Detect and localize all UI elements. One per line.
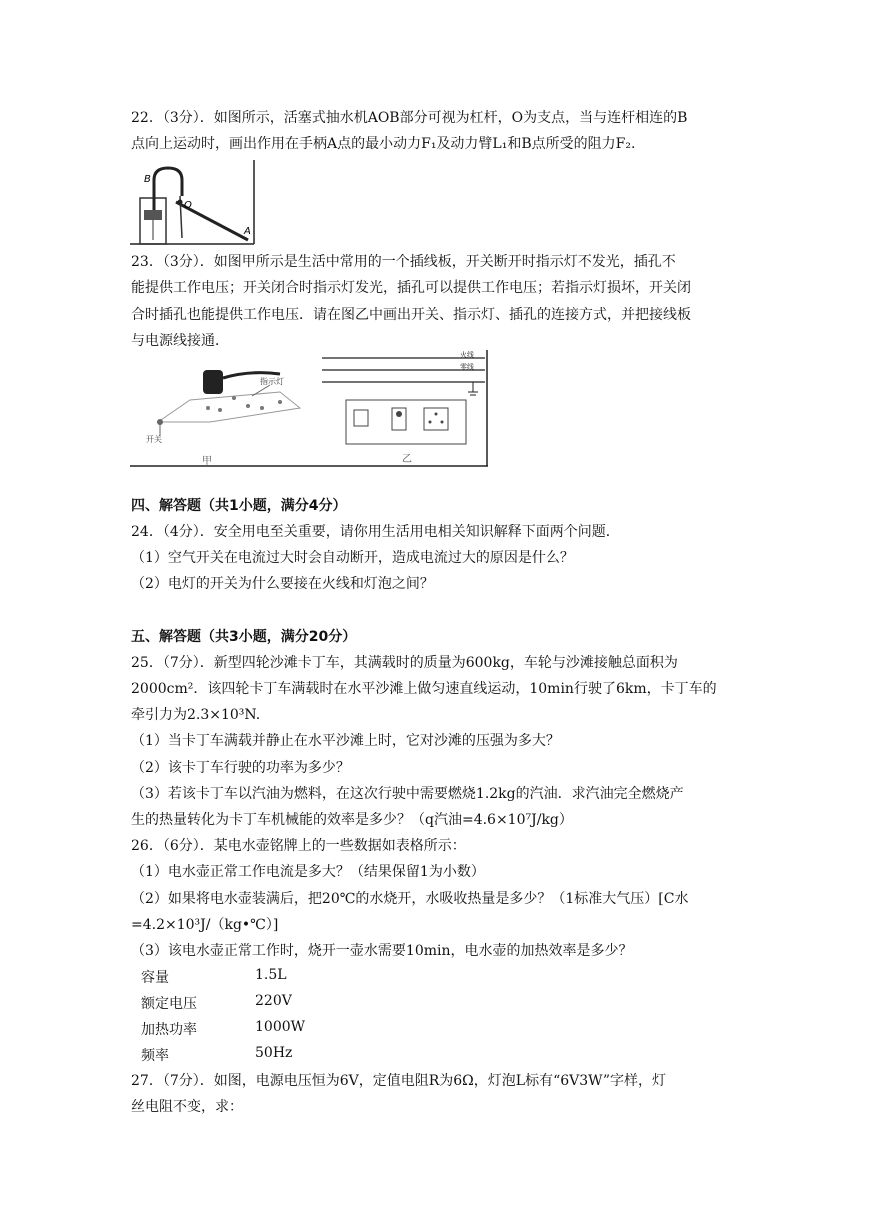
q23-text-line-2: 能提供工作电压；开关闭合时指示灯发光，插孔可以提供工作电压；若指示灯损坏，开关闭 [131,280,691,296]
q25-text-line-3: 牵引力为2.3×10³N. [131,707,261,723]
label-fire-wire: 火线 [460,351,474,359]
section-5-heading: 五、解答题（共3小题，满分20分） [131,629,357,645]
q25-text-line-1: 25．（7分）．新型四轮沙滩卡丁车，其满载时的质量为600kg，车轮与沙滩接触总面积为 [131,655,678,671]
label-a: A [244,226,251,237]
q25-text-line-4: （1）当卡丁车满载并静止在水平沙滩上时，它对沙滩的压强为多大？ [131,733,560,749]
q24-text-line-1: 24．（4分）．安全用电至关重要，请你用生活用电相关知识解释下面两个问题． [131,524,620,540]
q26-text-line-4: =4.2×10³J/（kg•℃）] [131,917,279,933]
q27-text-line-1: 27．（7分）．如图，电源电压恒为6V，定值电阻R为6Ω，灯泡L标有“6V3W”字样，灯 [131,1073,666,1089]
table-value: 1000W [255,1019,306,1035]
table-value: 1.5L [255,967,287,983]
q26-text-line-1: 26．（6分）．某电水壶铭牌上的一些数据如表格所示： [131,838,466,854]
label-b: B [144,174,151,185]
q23-text-line-3: 合时插孔也能提供工作电压．请在图乙中画出开关、指示灯、插孔的连接方式，并把接线板 [131,307,691,323]
table-value: 220V [255,993,292,1009]
pump-lever-figure [130,160,256,245]
q25-text-line-7: 生的热量转化为卡丁车机械能的效率是多少？（q汽油=4.6×10⁷J/kg） [131,812,573,828]
q26-text-line-3: （2）如果将电水壶装满后，把20℃的水烧开，水吸收热量是多少？（1标准大气压）[C水 [131,891,689,907]
table-key: 额定电压 [141,996,197,1012]
table-key: 容量 [141,970,169,986]
q27-text-line-2: 丝电阻不变，求： [131,1099,243,1115]
q26-text-line-5: （3）该电水壶正常工作时，烧开一壶水需要10min，电水壶的加热效率是多少？ [131,943,633,959]
label-yi: 乙 [402,454,412,465]
table-key: 加热功率 [141,1022,197,1038]
q25-text-line-5: （2）该卡丁车行驶的功率为多少？ [131,760,350,776]
power-strip-figure [130,350,490,468]
label-switch: 开关 [146,435,162,444]
table-key: 频率 [141,1048,169,1064]
q23-text-line-4: 与电源线接通． [131,333,229,349]
q23-text-line-1: 23．（3分）．如图甲所示是生活中常用的一个插线板，开关断开时指示灯不发光，插孔不 [131,254,676,270]
label-jia: 甲 [202,456,212,467]
label-zero-wire: 零线 [460,363,474,371]
label-lamp: 指示灯 [260,377,284,386]
table-value: 50Hz [255,1045,293,1061]
q22-text-line-2: 点向上运动时，画出作用在手柄A点的最小动力F₁及动力臂L₁和B点所受的阻力F₂. [131,136,636,152]
q25-text-line-6: （3）若该卡丁车以汽油为燃料，在这次行驶中需要燃烧1.2kg的汽油．求汽油完全燃烧产 [131,786,684,802]
q22-text-line-1: 22．（3分）．如图所示，活塞式抽水机AOB部分可视为杠杆，O为支点，当与连杆相连的B [131,110,688,126]
q26-text-line-2: （1）电水壶正常工作电流是多大？（结果保留1为小数） [131,864,485,880]
q24-text-line-2: （1）空气开关在电流过大时会自动断开，造成电流过大的原因是什么？ [131,550,574,566]
section-4-heading: 四、解答题（共1小题，满分4分） [131,498,347,514]
q24-text-line-3: （2）电灯的开关为什么要接在火线和灯泡之间？ [131,576,434,592]
q25-text-line-2: 2000cm²．该四轮卡丁车满载时在水平沙滩上做匀速直线运动，10min行驶了6km，卡丁车的 [131,681,717,697]
label-o: O [184,200,192,211]
